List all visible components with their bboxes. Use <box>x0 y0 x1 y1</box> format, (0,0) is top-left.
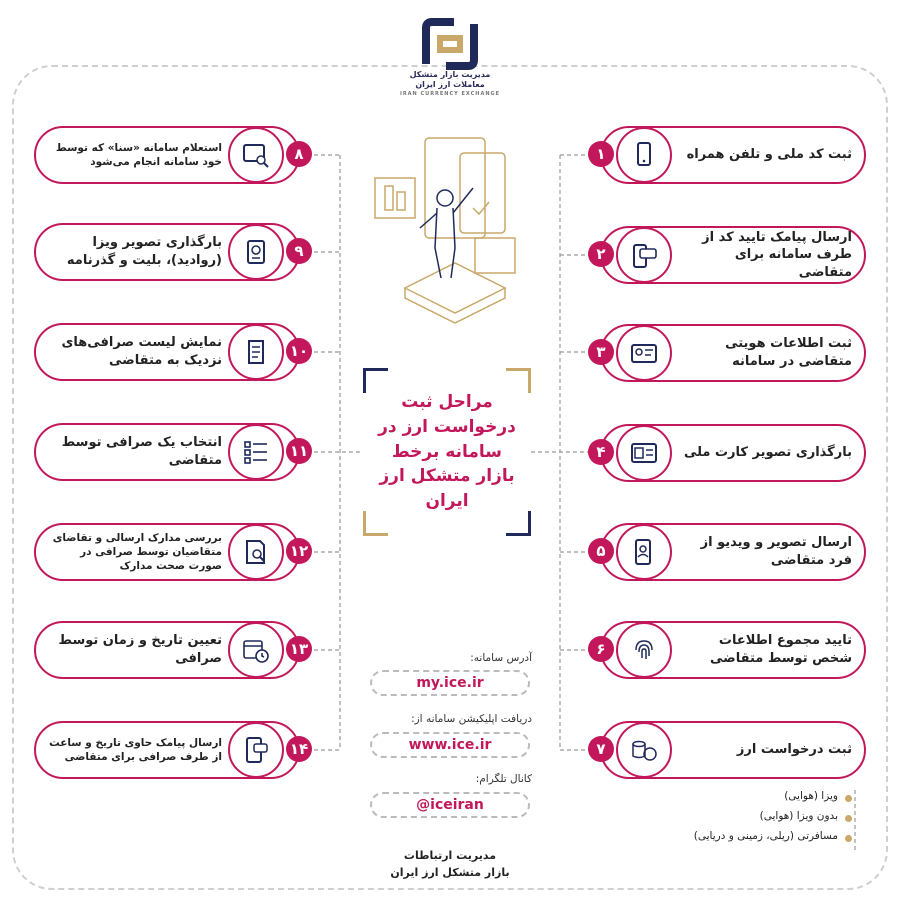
step-number: ۱۳ <box>286 636 312 662</box>
step-number: ۱۴ <box>286 736 312 762</box>
passport-icon <box>228 224 284 280</box>
logo-text <box>390 70 510 97</box>
list-item <box>640 790 854 810</box>
footer-line2: بازار متشکل ارز ایران <box>390 865 510 879</box>
step-2 <box>596 226 866 284</box>
visa-type-list <box>640 790 854 850</box>
list-document-icon <box>228 324 284 380</box>
national-card-icon <box>616 425 672 481</box>
checklist-icon <box>228 424 284 480</box>
logo-mark-icon <box>420 18 480 70</box>
fingerprint-icon <box>616 622 672 678</box>
step-6 <box>596 621 866 679</box>
step-number: ۱۲ <box>286 538 312 564</box>
step-text: انتخاب یک صرافی توسط متقاضی <box>61 435 222 468</box>
step-14 <box>34 721 309 779</box>
step-number: ۱۱ <box>286 438 312 464</box>
person-screens-illustration-icon <box>365 128 535 328</box>
step-text: بررسی مدارک ارسالی و تقاضای متقاضیان توسط صرافی در صورت صحت مدارک <box>52 531 222 573</box>
step-11 <box>34 423 309 481</box>
list-item <box>640 810 854 830</box>
step-8 <box>34 126 304 184</box>
site-label: آدرس سامانه: <box>470 652 532 664</box>
step-text: ثبت کد ملی و تلفن همراه <box>686 147 852 163</box>
document-search-icon <box>228 524 284 580</box>
id-card-check-icon <box>616 325 672 381</box>
phone-message-icon <box>228 722 284 778</box>
step-10 <box>34 323 309 381</box>
step-number: ۵ <box>588 538 614 564</box>
telegram-link[interactable]: @iceiran <box>370 792 530 818</box>
step-12 <box>34 523 309 581</box>
list-item-label: مسافرتی (ریلی، زمینی و دریایی) <box>693 830 838 842</box>
brand-logo <box>390 18 510 108</box>
calendar-clock-icon <box>228 622 284 678</box>
step-number: ۱۰ <box>286 338 312 364</box>
step-text: ارسال پیامک تایید کد از طرف سامانه برای متقاضی <box>702 229 852 280</box>
list-item-label: ویزا (هوایی) <box>784 790 838 802</box>
step-text: استعلام سامانه «سنا» که توسط خود سامانه انجام می‌شود <box>55 141 222 168</box>
step-number: ۹ <box>286 238 312 264</box>
list-item <box>640 830 854 850</box>
footer <box>370 848 530 881</box>
footer-line1: مدیریت ارتباطات <box>403 849 497 862</box>
logo-subtitle: IRAN CURRENCY EXCHANGE <box>399 91 501 98</box>
step-text: تعیین تاریخ و زمان توسط صرافی <box>58 633 222 666</box>
video-selfie-icon <box>616 524 672 580</box>
logo-text-line1: مدیریت بازار متشکل <box>409 70 491 79</box>
step-4 <box>596 424 866 482</box>
step-5 <box>596 523 866 581</box>
app-link[interactable]: www.ice.ir <box>370 732 530 758</box>
step-text: بارگذاری تصویر کارت ملی <box>683 445 852 461</box>
step-text: ارسال تصویر و ویدیو از فرد متقاضی <box>700 535 852 568</box>
telegram-label: کانال تلگرام: <box>475 773 532 785</box>
coins-icon <box>616 722 672 778</box>
title-box <box>363 368 531 536</box>
step-number: ۳ <box>588 339 614 365</box>
step-text: ثبت اطلاعات هویتی متقاضی در سامانه <box>725 336 852 369</box>
page-title: مراحل ثبت درخواست ارز در سامانه برخط بازار متشکل ارز ایران <box>378 392 516 511</box>
list-item-label: بدون ویزا (هوایی) <box>759 810 838 822</box>
step-number: ۲ <box>588 241 614 267</box>
step-text: بارگذاری تصویر ویزا (روادید)، بلیت و گذرنامه <box>66 235 222 268</box>
step-text: ثبت درخواست ارز <box>736 742 852 758</box>
step-1 <box>596 126 866 184</box>
web-search-icon <box>228 127 284 183</box>
sms-phone-icon <box>616 227 672 283</box>
step-9 <box>34 223 304 281</box>
step-number: ۱ <box>588 141 614 167</box>
step-number: ۶ <box>588 636 614 662</box>
step-text: تایید مجموع اطلاعات شخص توسط متقاضی <box>710 633 852 666</box>
step-3 <box>596 324 866 382</box>
app-label: دریافت اپلیکیشن سامانه از: <box>411 713 532 725</box>
step-text: نمایش لیست صرافی‌های نزدیک به متقاضی <box>61 335 222 368</box>
step-number: ۷ <box>588 736 614 762</box>
step-number: ۴ <box>588 439 614 465</box>
mobile-phone-icon <box>616 127 672 183</box>
site-link[interactable]: my.ice.ir <box>370 670 530 696</box>
logo-text-line2: معاملات ارز ایران <box>415 79 485 89</box>
step-13 <box>34 621 309 679</box>
step-7 <box>596 721 866 779</box>
step-number: ۸ <box>286 141 312 167</box>
step-text: ارسال پیامک حاوی تاریخ و ساعت از طرف صرافی برای متقاضی <box>49 736 222 763</box>
